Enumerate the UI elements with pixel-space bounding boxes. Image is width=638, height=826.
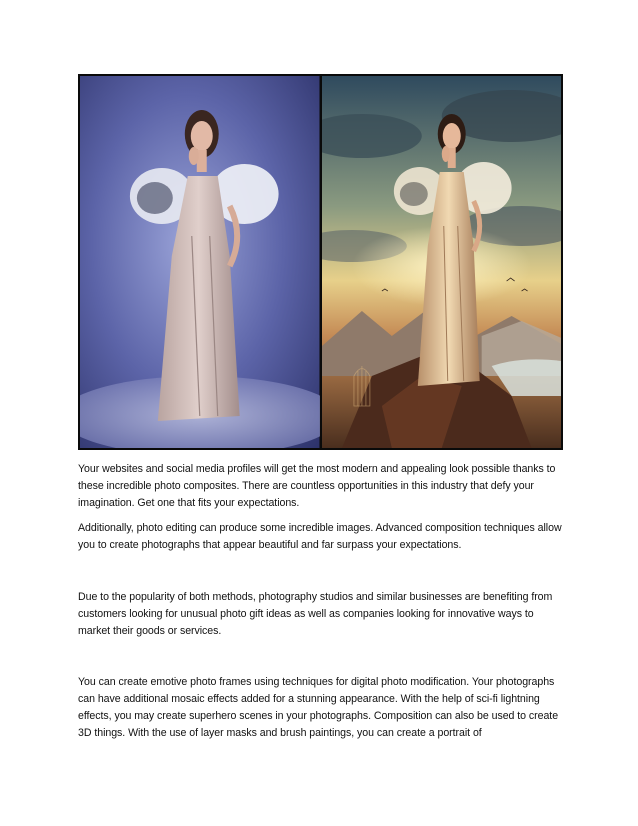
paragraph-text: Your websites and social media profiles will get the most modern and appealing look possible thanks to these incredible photo composites. There are countless opportunities in this industry that defy your imagination. Get one that fits your expectations. — [78, 463, 556, 509]
paragraph-4 — [78, 674, 568, 742]
original-photo-panel — [80, 76, 320, 448]
paragraph-text: Due to the popularity of both methods, photography studios and similar businesses are benefiting from customers looking for unusual photo gift ideas as well as companies looking for innovative ways to market their goods or services. — [78, 591, 553, 637]
composite-photo-panel — [322, 76, 562, 448]
paragraph-3 — [78, 589, 568, 640]
paragraph-text: You can create emotive photo frames using techniques for digital photo modification. Your photographs can have additional mosaic effects added for a stunning appearance. With the help of sci-fi lightning effects, you may create superhero scenes in your photographs. Composition can also be used to create 3D things. With the use of layer masks and brush paintings, you can create a portrait of — [78, 676, 559, 739]
original-studio-photo — [80, 76, 320, 448]
before-after-photo — [78, 74, 563, 450]
paragraph-2 — [78, 520, 568, 554]
composite-fantasy-photo — [322, 76, 562, 448]
paragraph-text: Additionally, photo editing can produce some incredible images. Advanced composition techniques allow you to create photographs that appear beautiful and far surpass your expectations. — [78, 522, 562, 551]
paragraph-1 — [78, 461, 568, 512]
